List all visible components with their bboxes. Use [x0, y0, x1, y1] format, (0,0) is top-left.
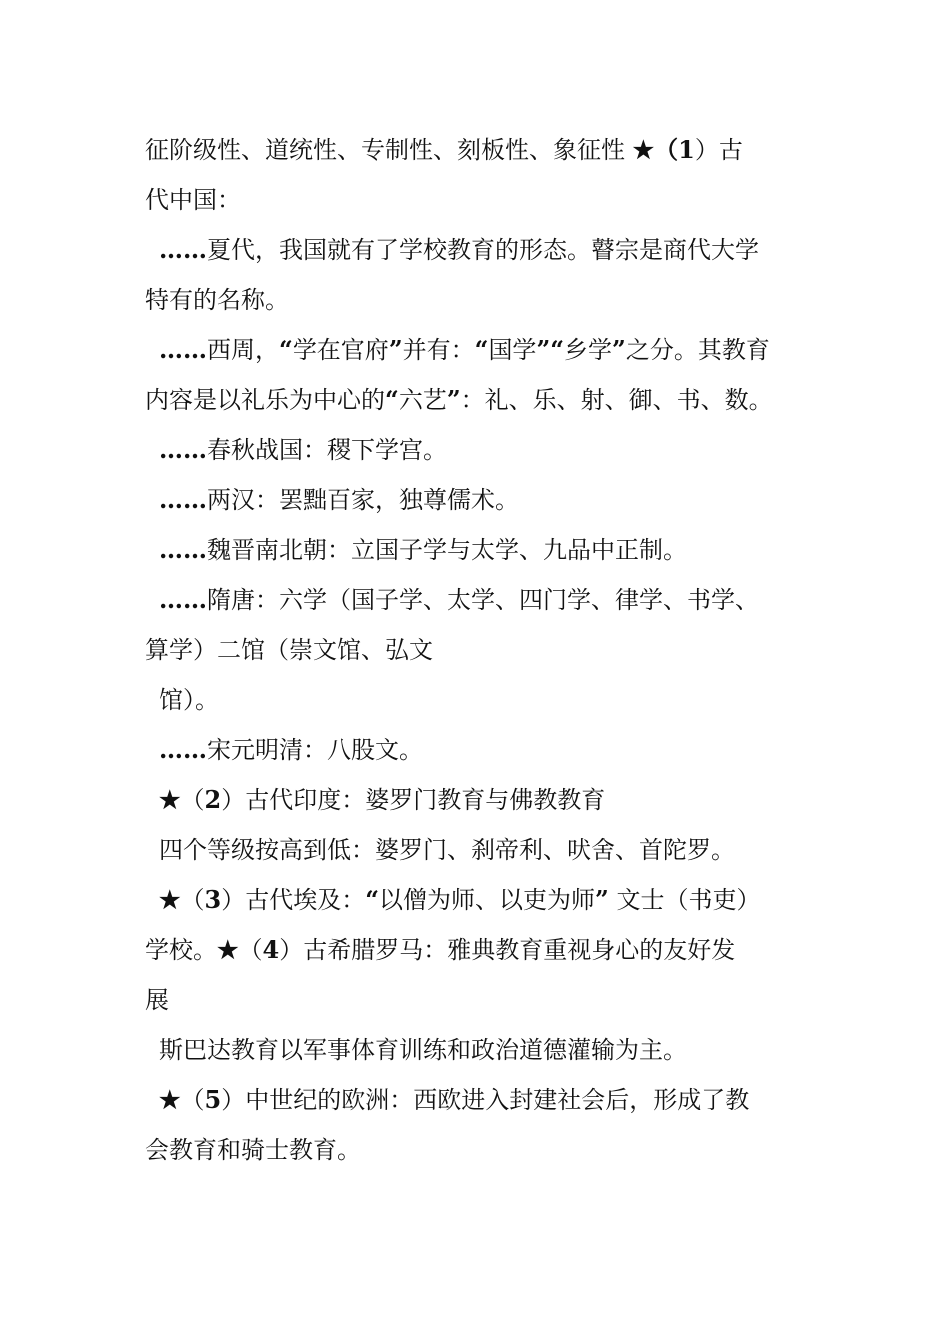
- item-number: 1: [678, 135, 695, 164]
- text-run: 隋唐：六学（国子学、太学、四门学、律学、书学、: [207, 586, 759, 614]
- text-run: 馆）。: [159, 686, 219, 714]
- text-line: [145, 785, 839, 815]
- text-line: [145, 635, 825, 665]
- text-run: 算学）二馆（崇文馆、弘文: [145, 636, 433, 664]
- text-line: [145, 135, 825, 165]
- text-run: 代中国：: [145, 186, 241, 214]
- text-run: ）中世纪的欧洲：西欧进入封建社会后，形成了教: [221, 1086, 750, 1114]
- text-line: [145, 435, 839, 465]
- quote-mark: ”: [595, 885, 609, 914]
- text-line: [145, 1135, 825, 1165]
- text-run: 学在官府: [292, 336, 389, 364]
- text-run: 征阶级性、道统性、专制性、刻板性、象征性: [145, 136, 633, 164]
- text-line: [145, 535, 839, 565]
- quote-mark: ”: [388, 335, 403, 364]
- quote-mark: “: [385, 385, 399, 414]
- star-marker: ★: [159, 885, 181, 914]
- text-run: 春秋战国：稷下学宫。: [207, 436, 447, 464]
- ellipsis-marker: ……: [159, 335, 207, 364]
- quote-mark: ”: [612, 335, 626, 364]
- ellipsis-marker: ……: [159, 735, 207, 764]
- ellipsis-marker: ……: [159, 235, 207, 264]
- quote-mark: “: [279, 335, 293, 364]
- text-run: 会教育和骑士教育。: [145, 1136, 361, 1164]
- text-run: 国学: [488, 336, 537, 364]
- item-number: 5: [204, 1085, 222, 1114]
- text-run: 并有：: [402, 336, 475, 364]
- text-run: 夏代，我国就有了学校教育的形态。瞽宗是商代大学: [207, 236, 759, 264]
- text-line: [145, 385, 825, 415]
- text-line: [145, 985, 825, 1015]
- text-run: （: [180, 1086, 205, 1114]
- text-run: ）古: [694, 136, 743, 164]
- text-run: （: [180, 886, 205, 914]
- text-run: 特有的名称。: [145, 286, 289, 314]
- text-line: [145, 485, 839, 515]
- text-run: ）古希腊罗马：雅典教育重视身心的友好发: [279, 936, 736, 964]
- text-line: [145, 885, 839, 915]
- ellipsis-marker: ……: [159, 585, 207, 614]
- star-marker: ★: [217, 935, 239, 964]
- text-run: 之分。其教育: [625, 336, 770, 364]
- text-line: [145, 185, 825, 215]
- text-run: （: [238, 936, 263, 964]
- ellipsis-marker: ……: [159, 485, 207, 514]
- text-run: ）古代印度：婆罗门教育与佛教教育: [221, 786, 606, 814]
- quote-mark: ”“: [536, 335, 565, 364]
- text-line: [145, 835, 839, 865]
- text-run: 内容是以礼乐为中心的: [145, 386, 385, 414]
- text-run: 学校。: [145, 936, 217, 964]
- text-run: ）古代埃及：: [221, 886, 366, 914]
- text-line: [145, 1035, 839, 1065]
- item-number: 4: [262, 935, 280, 964]
- text-line: [145, 335, 839, 365]
- quote-mark: “: [365, 885, 380, 914]
- item-number: 2: [204, 785, 222, 814]
- text-run: 乡学: [564, 336, 613, 364]
- text-line: [145, 685, 839, 715]
- text-run: 斯巴达教育以军事体育训练和政治道德灌输为主。: [159, 1036, 687, 1064]
- star-marker: ★: [159, 1085, 181, 1114]
- star-marker: ★: [159, 785, 181, 814]
- text-run: ：礼、乐、射、御、书、数。: [460, 386, 773, 414]
- star-marker: ★（: [632, 135, 679, 164]
- text-run: 魏晋南北朝：立国子学与太学、九品中正制。: [207, 536, 687, 564]
- quote-mark: ”: [446, 385, 461, 414]
- text-line: [145, 935, 825, 965]
- text-run: 西周，: [207, 336, 279, 364]
- quote-mark: “: [474, 335, 489, 364]
- text-run: 宋元明清：八股文。: [207, 736, 423, 764]
- text-line: [145, 735, 839, 765]
- text-run: 两汉：罢黜百家，独尊儒术。: [207, 486, 519, 514]
- text-run: （: [180, 786, 205, 814]
- ellipsis-marker: ……: [159, 535, 207, 564]
- text-run: 六艺: [398, 386, 447, 414]
- text-run: 四个等级按高到低：婆罗门、刹帝利、吠舍、首陀罗。: [159, 836, 735, 864]
- text-run: 展: [145, 986, 169, 1014]
- text-line: [145, 585, 839, 615]
- text-line: [145, 285, 825, 315]
- ellipsis-marker: ……: [159, 435, 207, 464]
- text-line: [145, 1085, 839, 1115]
- text-line: [145, 235, 839, 265]
- item-number: 3: [204, 885, 222, 914]
- text-run: 文士（书吏）: [608, 886, 761, 914]
- text-run: 以僧为师、以吏为师: [379, 886, 596, 914]
